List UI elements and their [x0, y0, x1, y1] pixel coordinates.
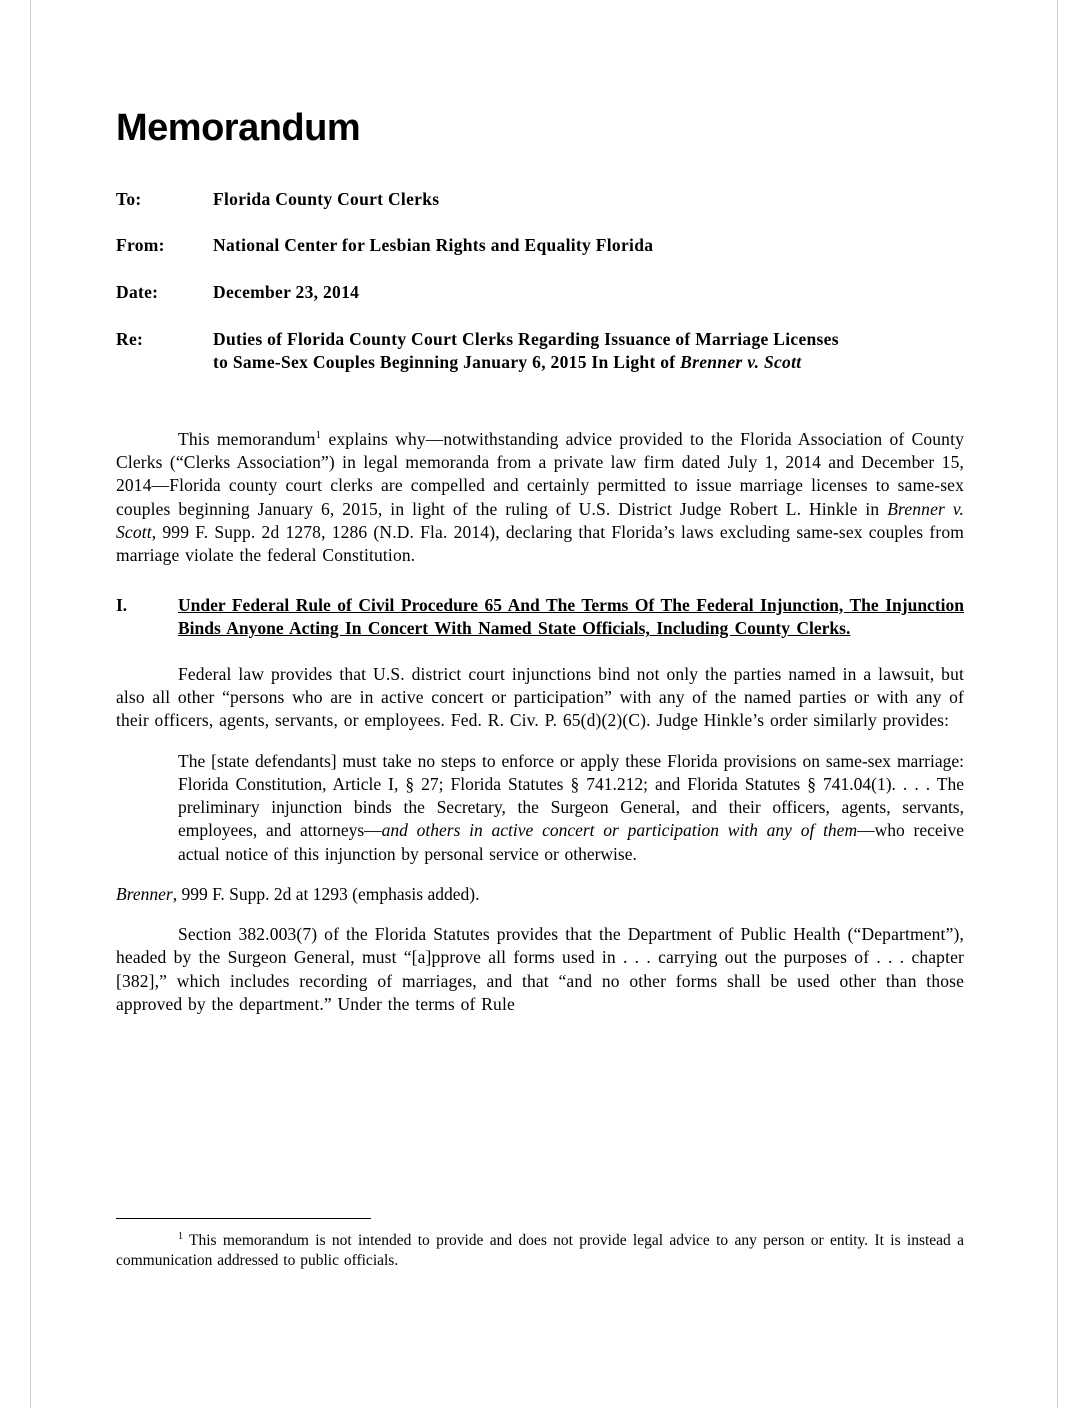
intro-lead: This memorandum [178, 428, 316, 449]
intro-text: explains why—notwithstanding advice provided to the Florida Association of County Clerks (“Clerks Association”) in legal memoranda from a private law firm dated July 1, 2014 and December 15, 2014—Florida county court clerks are compelled and certainly permitted to issue marriage licenses to same-sex couples beginning January 6, 2015, in light of the ruling of U.S. District Judge Robert L. Hinkle in [116, 428, 964, 519]
meta-row-to [116, 188, 964, 212]
meta-value-from: National Center for Lesbian Rights and Equality Florida [213, 235, 654, 256]
citation-rest: , 999 F. Supp. 2d at 1293 (emphasis added). [172, 883, 480, 904]
citation-case-name: Brenner [116, 883, 173, 904]
footnote-area [116, 1218, 964, 1272]
meta-label-date: Date: [116, 282, 159, 303]
paragraph-federal-law: Federal law provides that U.S. district court injunctions bind not only the parties named in a lawsuit, but also all other “persons who are in active concert or participation” with any of the named parties or with any of their officers, agents, servants, or employees. Fed. R. Civ. P. 65(d)(2)(C). Judge Hinkle’s order similarly provides: [116, 663, 964, 731]
re-case-name: Brenner v. Scott [680, 352, 802, 373]
page-sheet [30, 0, 1058, 1408]
meta-label-re: Re: [116, 328, 144, 349]
meta-value-re [213, 328, 964, 375]
page-title: Memorandum [116, 107, 361, 149]
meta-label-from: From: [116, 235, 165, 256]
blockquote-emphasis: and others in active concert or participation with any of them [381, 820, 858, 841]
blockquote-part-1: The [state defendants] must take no steps to enforce or apply these Florida provisions on same-sex marriage: Florida Constitution, Article I, § 27; Florida Statutes § 741.212; and Florida Statutes § 741.04(1). . . . The preliminary injunction binds the Secretary, the Surgeon General, and their officers, agents, servants, employees, and attorneys— [178, 750, 964, 841]
intro-text-after: , 999 F. Supp. 2d 1278, 1286 (N.D. Fla. 2014), declaring that Florida’s laws excluding same-sex couples from marriage violate the federal Constitution. [116, 521, 964, 566]
spacer [116, 398, 964, 428]
footnote-reference[interactable]: 1 [315, 429, 322, 442]
meta-row-from [116, 234, 964, 258]
meta-row-date [116, 281, 964, 305]
meta-row-re [116, 328, 964, 375]
blockquote-injunction [116, 750, 964, 866]
section-title: Under Federal Rule of Civil Procedure 65 And The Terms Of The Federal Injunction, The Injunction Binds Anyone Acting In Concert With Named State Officials, Including County Clerks. [178, 594, 964, 639]
re-line-2-prefix: to Same-Sex Couples Beginning January 6, 2015 In Light of [213, 352, 681, 373]
citation-line [116, 883, 964, 906]
meta-value-date: December 23, 2014 [213, 282, 360, 303]
footnote-marker: 1 [178, 1230, 183, 1242]
intro-case-name: Brenner v. Scott [116, 498, 964, 542]
re-line-1: Duties of Florida County Court Clerks Regarding Issuance of Marriage Licenses [213, 328, 839, 349]
footnote-body: This memorandum is not intended to provide and does not provide legal advice to any person or entity. It is instead a communication addressed to public officials. [116, 1232, 964, 1270]
blockquote-part-2: —who receive actual notice of this injunction by personal service or otherwise. [178, 820, 964, 864]
meta-label-to: To: [116, 188, 142, 209]
footnote-divider [116, 1218, 371, 1219]
paragraph-section-382: Section 382.003(7) of the Florida Statutes provides that the Department of Public Health (“Department”), headed by the Surgeon General, must “[a]pprove all forms used in . . . carrying out the purposes of . . . chapter [382],” which includes recording of marriages, and that “and no other forms shall be used other than those approved by the department.” Under the terms of Rule [116, 924, 964, 1014]
paragraph-intro [116, 428, 964, 568]
meta-value-to: Florida County Court Clerks [213, 188, 440, 209]
footnote-1 [116, 1231, 964, 1272]
section-heading-1 [116, 594, 964, 641]
section-number: I. [116, 594, 128, 615]
document-content [116, 108, 964, 1033]
